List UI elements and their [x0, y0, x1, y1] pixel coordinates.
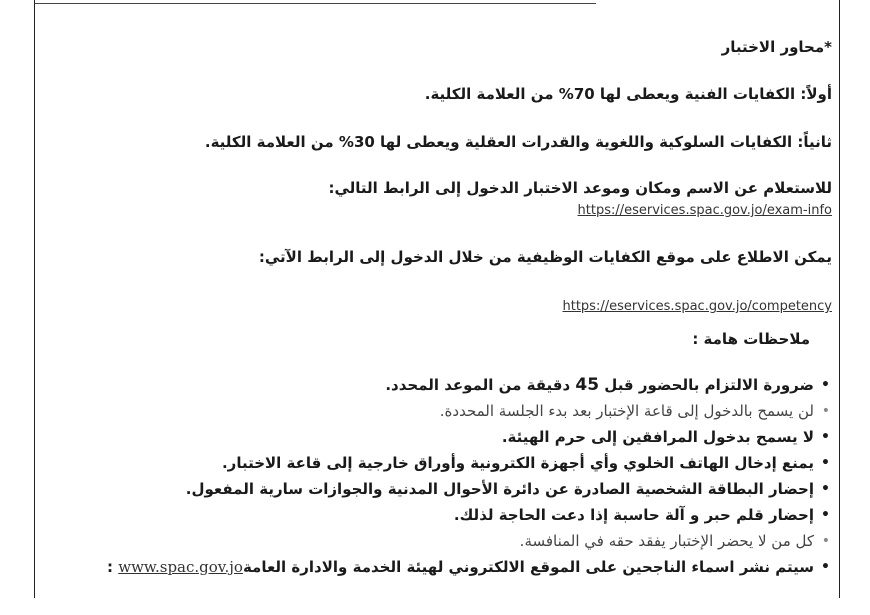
competency-link[interactable]: https://eservices.spac.gov.jo/competency [562, 299, 832, 314]
note-1-number: 45 [575, 375, 600, 395]
exam-info-link[interactable]: https://eservices.spac.gov.jo/exam-info [577, 203, 832, 218]
note-1-post: دقيقة من الموعد المحدد. [385, 376, 576, 394]
note-8-text: سيتم نشر اسماء الناجحين على الموقع الالكتروني لهيئة الخدمة والادارة العامة [242, 558, 814, 576]
section-heading: *محاور الاختبار [721, 38, 832, 56]
list-item: • لن يسمح بالدخول إلى قاعة الإختبار بعد بدء الجلسة المحددة. [107, 398, 814, 424]
list-item: • كل من لا يحضر الإختبار يفقد حقه في المنافسة. [107, 528, 814, 554]
list-item: • إحضار قلم حبر و آلة حاسبة إذا دعت الحاجة لذلك. [107, 502, 814, 528]
spac-website-link[interactable]: www.spac.gov.jo [118, 558, 243, 576]
inquiry-text: للاستعلام عن الاسم ومكان وموعد الاختبار الدخول إلى الرابط التالي: [328, 179, 832, 197]
first-axis-text: أولاً: الكفايات الفنية ويعطى لها 70% من العلامة الكلية. [424, 85, 832, 103]
note-8-colon: : [107, 558, 119, 576]
list-item: • إحضار البطاقة الشخصية الصادرة عن دائرة الأحوال المدنية والجوازات سارية المفعول. [107, 476, 814, 502]
notes-list [107, 372, 832, 580]
competency-text: يمكن الاطلاع على موقع الكفايات الوظيفية من خلال الدخول إلى الرابط الآتي: [258, 248, 832, 266]
list-item: • يمنع إدخال الهاتف الخلوي وأي أجهزة الكترونية وأوراق خارجية إلى قاعة الاختبار. [107, 450, 814, 476]
list-item [107, 554, 814, 580]
list-item: • لا يسمح بدخول المرافقين إلى حرم الهيئة. [107, 424, 814, 450]
second-axis-text: ثانياً: الكفايات السلوكية واللغوية والقدرات العقلية ويعطى لها 30% من العلامة الكلية. [204, 133, 832, 151]
notes-heading: ملاحظات هامة : [692, 330, 810, 348]
note-1-pre: ضرورة الالتزام بالحضور قبل [599, 376, 814, 394]
list-item [107, 372, 814, 398]
